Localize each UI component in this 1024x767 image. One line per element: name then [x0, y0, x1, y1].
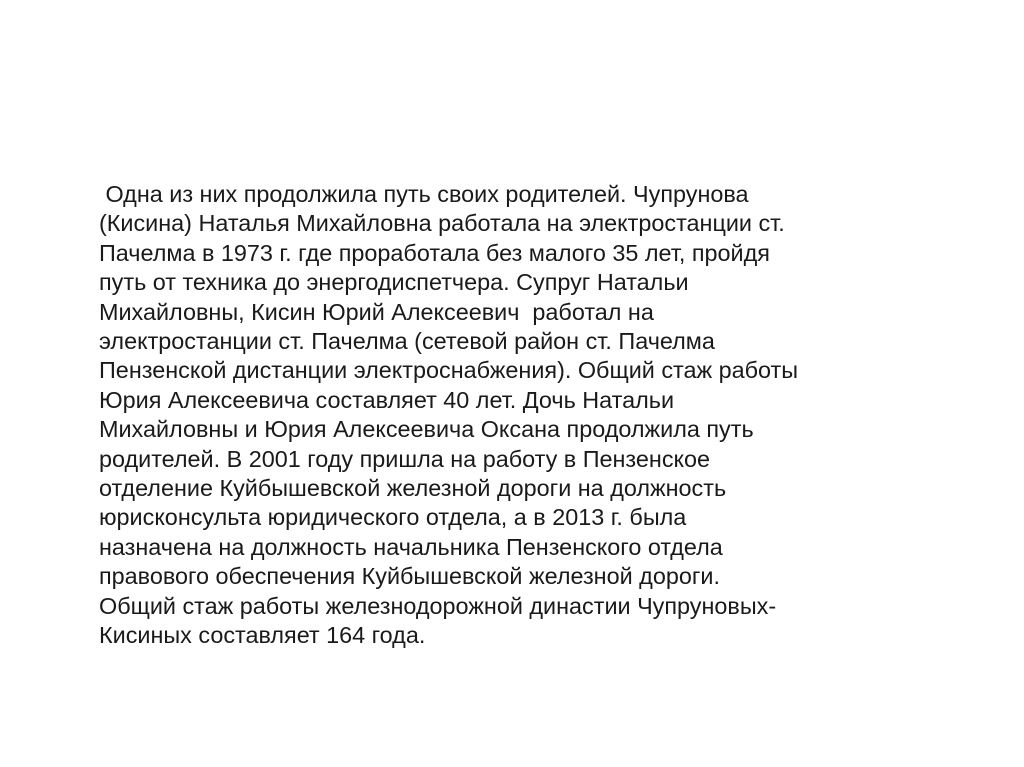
text-line: Пензенской дистанции электроснабжения). Общий стаж работы	[99, 357, 799, 384]
text-line: родителей. В 2001 году пришла на работу в Пензенское	[99, 445, 711, 472]
text-line: электростанции ст. Пачелма (сетевой район ст. Пачелма	[99, 328, 715, 355]
text-line: правового обеспечения Куйбышевской железной дороги.	[99, 563, 720, 590]
text-line: Одна из них продолжила путь своих родителей. Чупрунова	[99, 181, 749, 207]
text-line: (Кисина) Наталья Михайловна работала на электростанции ст.	[99, 210, 785, 237]
text-line: путь от техника до энергодиспетчера. Супруг Натальи	[99, 269, 689, 296]
text-line: юрисконсульта юридического отдела, а в 2013 г. была	[99, 504, 687, 531]
body-paragraph	[99, 180, 979, 651]
text-line: Юрия Алексеевича составляет 40 лет. Дочь Натальи	[99, 386, 675, 413]
text-line: назначена на должность начальника Пензенского отдела	[99, 533, 723, 560]
text-line: отделение Куйбышевской железной дороги на должность	[99, 475, 727, 502]
text-line: Пачелма в 1973 г. где проработала без малого 35 лет, пройдя	[99, 239, 770, 266]
text-line: Общий стаж работы железнодорожной династии Чупруновых-	[99, 592, 777, 619]
text-line: Кисиных составляет 164 года.	[99, 622, 426, 649]
text-line: Михайловны, Кисин Юрий Алексеевич работал на	[99, 298, 654, 325]
text-line: Михайловны и Юрия Алексеевича Оксана продолжила путь	[99, 416, 754, 443]
